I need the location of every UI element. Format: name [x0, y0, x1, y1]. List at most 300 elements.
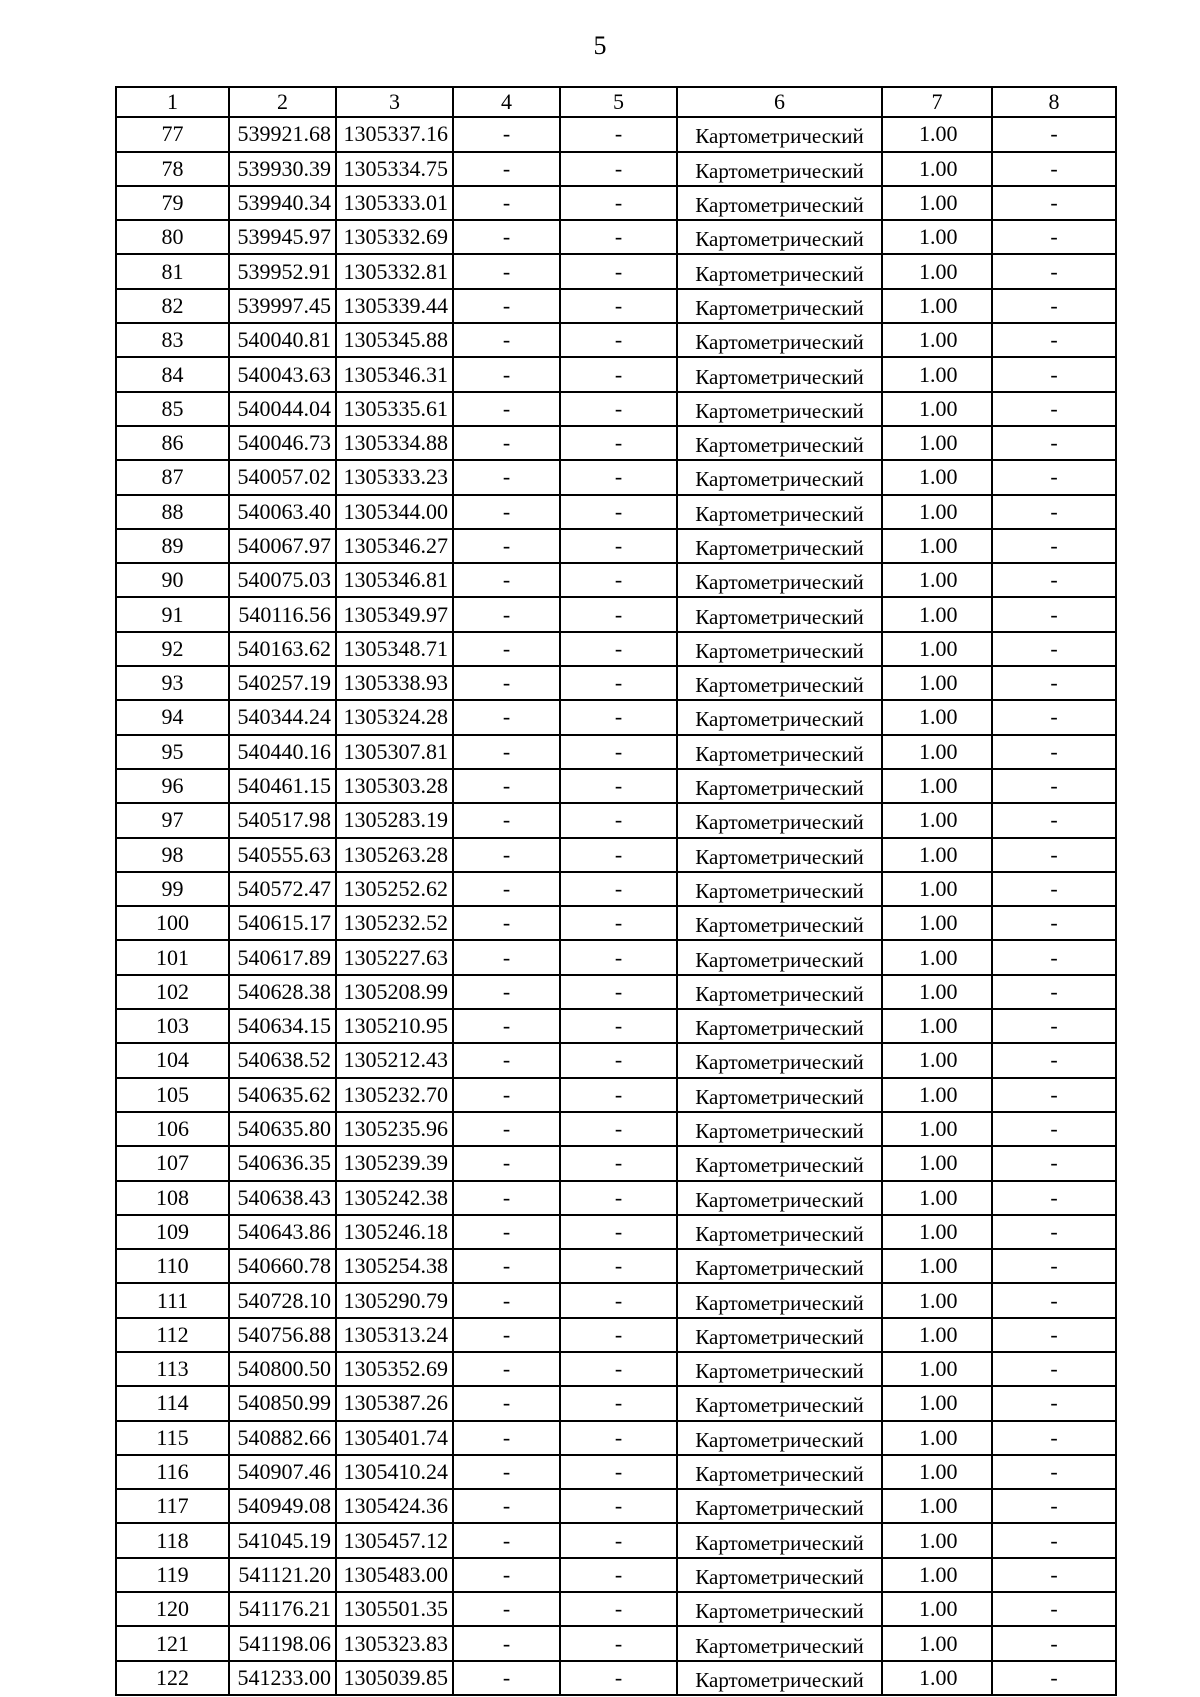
column-8-cell: -	[992, 1523, 1116, 1557]
column-5-cell: -	[560, 1489, 677, 1523]
x-coordinate-cell: 540800.50	[229, 1352, 336, 1386]
column-4-cell: -	[453, 700, 560, 734]
x-coordinate-cell: 540257.19	[229, 666, 336, 700]
x-coordinate-cell: 540638.43	[229, 1181, 336, 1215]
column-8-cell: -	[992, 1626, 1116, 1660]
y-coordinate-cell: 1305210.95	[336, 1009, 453, 1043]
column-5-cell: -	[560, 1592, 677, 1626]
method-cell: Картометрический	[677, 666, 882, 700]
column-4-cell: -	[453, 220, 560, 254]
method-cell: Картометрический	[677, 1489, 882, 1523]
accuracy-cell: 1.00	[882, 975, 992, 1009]
header-cell-1: 1	[116, 87, 229, 117]
point-number-cell: 101	[116, 940, 229, 974]
x-coordinate-cell: 540067.97	[229, 529, 336, 563]
y-coordinate-cell: 1305348.71	[336, 632, 453, 666]
column-8-cell: -	[992, 1558, 1116, 1592]
method-cell: Картометрический	[677, 254, 882, 288]
x-coordinate-cell: 540617.89	[229, 940, 336, 974]
accuracy-cell: 1.00	[882, 289, 992, 323]
column-4-cell: -	[453, 1181, 560, 1215]
column-5-cell: -	[560, 460, 677, 494]
table-row	[116, 1249, 1116, 1283]
method-cell: Картометрический	[677, 1249, 882, 1283]
point-number-cell: 93	[116, 666, 229, 700]
column-8-cell: -	[992, 495, 1116, 529]
point-number-cell: 81	[116, 254, 229, 288]
y-coordinate-cell: 1305252.62	[336, 872, 453, 906]
point-number-cell: 88	[116, 495, 229, 529]
y-coordinate-cell: 1305333.01	[336, 186, 453, 220]
column-4-cell: -	[453, 1455, 560, 1489]
column-5-cell: -	[560, 357, 677, 391]
y-coordinate-cell: 1305344.00	[336, 495, 453, 529]
table-row	[116, 426, 1116, 460]
y-coordinate-cell: 1305457.12	[336, 1523, 453, 1557]
column-8-cell: -	[992, 906, 1116, 940]
x-coordinate-cell: 539921.68	[229, 117, 336, 151]
column-8-cell: -	[992, 1283, 1116, 1317]
accuracy-cell: 1.00	[882, 1215, 992, 1249]
y-coordinate-cell: 1305335.61	[336, 392, 453, 426]
method-cell: Картометрический	[677, 323, 882, 357]
accuracy-cell: 1.00	[882, 1421, 992, 1455]
table-row	[116, 700, 1116, 734]
header-row	[116, 87, 1116, 117]
table-row	[116, 1489, 1116, 1523]
column-5-cell: -	[560, 1181, 677, 1215]
column-5-cell: -	[560, 1352, 677, 1386]
table-row	[116, 1181, 1116, 1215]
header-cell-6: 6	[677, 87, 882, 117]
accuracy-cell: 1.00	[882, 666, 992, 700]
x-coordinate-cell: 540572.47	[229, 872, 336, 906]
coordinates-table	[115, 86, 1117, 1696]
y-coordinate-cell: 1305239.39	[336, 1146, 453, 1180]
table-row	[116, 975, 1116, 1009]
accuracy-cell: 1.00	[882, 872, 992, 906]
column-8-cell: -	[992, 289, 1116, 323]
x-coordinate-cell: 540116.56	[229, 597, 336, 631]
x-coordinate-cell: 540628.38	[229, 975, 336, 1009]
point-number-cell: 106	[116, 1112, 229, 1146]
column-5-cell: -	[560, 529, 677, 563]
accuracy-cell: 1.00	[882, 117, 992, 151]
column-8-cell: -	[992, 1043, 1116, 1077]
y-coordinate-cell: 1305332.81	[336, 254, 453, 288]
accuracy-cell: 1.00	[882, 1283, 992, 1317]
table-row	[116, 1215, 1116, 1249]
point-number-cell: 84	[116, 357, 229, 391]
column-8-cell: -	[992, 1455, 1116, 1489]
column-8-cell: -	[992, 1318, 1116, 1352]
x-coordinate-cell: 540043.63	[229, 357, 336, 391]
column-5-cell: -	[560, 1078, 677, 1112]
column-8-cell: -	[992, 1661, 1116, 1695]
accuracy-cell: 1.00	[882, 906, 992, 940]
column-8-cell: -	[992, 1215, 1116, 1249]
accuracy-cell: 1.00	[882, 632, 992, 666]
x-coordinate-cell: 541198.06	[229, 1626, 336, 1660]
column-5-cell: -	[560, 735, 677, 769]
column-4-cell: -	[453, 1386, 560, 1420]
accuracy-cell: 1.00	[882, 838, 992, 872]
method-cell: Картометрический	[677, 872, 882, 906]
method-cell: Картометрический	[677, 838, 882, 872]
header-cell-4: 4	[453, 87, 560, 117]
accuracy-cell: 1.00	[882, 357, 992, 391]
accuracy-cell: 1.00	[882, 1523, 992, 1557]
table-row	[116, 495, 1116, 529]
method-cell: Картометрический	[677, 186, 882, 220]
table-row	[116, 1626, 1116, 1660]
column-8-cell: -	[992, 838, 1116, 872]
method-cell: Картометрический	[677, 117, 882, 151]
point-number-cell: 83	[116, 323, 229, 357]
point-number-cell: 113	[116, 1352, 229, 1386]
column-8-cell: -	[992, 1112, 1116, 1146]
method-cell: Картометрический	[677, 1318, 882, 1352]
point-number-cell: 99	[116, 872, 229, 906]
method-cell: Картометрический	[677, 769, 882, 803]
accuracy-cell: 1.00	[882, 803, 992, 837]
accuracy-cell: 1.00	[882, 254, 992, 288]
accuracy-cell: 1.00	[882, 392, 992, 426]
method-cell: Картометрический	[677, 460, 882, 494]
x-coordinate-cell: 540635.62	[229, 1078, 336, 1112]
accuracy-cell: 1.00	[882, 1009, 992, 1043]
column-4-cell: -	[453, 392, 560, 426]
accuracy-cell: 1.00	[882, 460, 992, 494]
column-4-cell: -	[453, 1489, 560, 1523]
x-coordinate-cell: 540728.10	[229, 1283, 336, 1317]
x-coordinate-cell: 540517.98	[229, 803, 336, 837]
method-cell: Картометрический	[677, 220, 882, 254]
method-cell: Картометрический	[677, 1215, 882, 1249]
y-coordinate-cell: 1305334.88	[336, 426, 453, 460]
column-8-cell: -	[992, 735, 1116, 769]
method-cell: Картометрический	[677, 289, 882, 323]
x-coordinate-cell: 540615.17	[229, 906, 336, 940]
y-coordinate-cell: 1305387.26	[336, 1386, 453, 1420]
column-5-cell: -	[560, 769, 677, 803]
column-8-cell: -	[992, 1146, 1116, 1180]
x-coordinate-cell: 540636.35	[229, 1146, 336, 1180]
x-coordinate-cell: 540040.81	[229, 323, 336, 357]
y-coordinate-cell: 1305307.81	[336, 735, 453, 769]
point-number-cell: 90	[116, 563, 229, 597]
column-5-cell: -	[560, 426, 677, 460]
y-coordinate-cell: 1305235.96	[336, 1112, 453, 1146]
table-row	[116, 1009, 1116, 1043]
column-8-cell: -	[992, 1009, 1116, 1043]
accuracy-cell: 1.00	[882, 1489, 992, 1523]
point-number-cell: 102	[116, 975, 229, 1009]
table-row	[116, 254, 1116, 288]
y-coordinate-cell: 1305323.83	[336, 1626, 453, 1660]
accuracy-cell: 1.00	[882, 563, 992, 597]
column-4-cell: -	[453, 117, 560, 151]
column-4-cell: -	[453, 735, 560, 769]
column-5-cell: -	[560, 1421, 677, 1455]
header-cell-2: 2	[229, 87, 336, 117]
y-coordinate-cell: 1305208.99	[336, 975, 453, 1009]
y-coordinate-cell: 1305212.43	[336, 1043, 453, 1077]
column-5-cell: -	[560, 392, 677, 426]
column-8-cell: -	[992, 426, 1116, 460]
y-coordinate-cell: 1305346.31	[336, 357, 453, 391]
column-4-cell: -	[453, 426, 560, 460]
column-5-cell: -	[560, 1523, 677, 1557]
column-5-cell: -	[560, 803, 677, 837]
column-4-cell: -	[453, 1043, 560, 1077]
accuracy-cell: 1.00	[882, 1043, 992, 1077]
column-5-cell: -	[560, 597, 677, 631]
table-row	[116, 940, 1116, 974]
method-cell: Картометрический	[677, 1386, 882, 1420]
y-coordinate-cell: 1305401.74	[336, 1421, 453, 1455]
column-4-cell: -	[453, 906, 560, 940]
x-coordinate-cell: 541233.00	[229, 1661, 336, 1695]
column-8-cell: -	[992, 186, 1116, 220]
point-number-cell: 87	[116, 460, 229, 494]
y-coordinate-cell: 1305246.18	[336, 1215, 453, 1249]
column-8-cell: -	[992, 1249, 1116, 1283]
method-cell: Картометрический	[677, 392, 882, 426]
method-cell: Картометрический	[677, 152, 882, 186]
accuracy-cell: 1.00	[882, 1146, 992, 1180]
y-coordinate-cell: 1305483.00	[336, 1558, 453, 1592]
y-coordinate-cell: 1305263.28	[336, 838, 453, 872]
column-5-cell: -	[560, 563, 677, 597]
column-5-cell: -	[560, 152, 677, 186]
method-cell: Картометрический	[677, 1558, 882, 1592]
column-5-cell: -	[560, 1215, 677, 1249]
accuracy-cell: 1.00	[882, 1352, 992, 1386]
column-4-cell: -	[453, 563, 560, 597]
x-coordinate-cell: 539940.34	[229, 186, 336, 220]
header-cell-3: 3	[336, 87, 453, 117]
y-coordinate-cell: 1305332.69	[336, 220, 453, 254]
column-8-cell: -	[992, 940, 1116, 974]
y-coordinate-cell: 1305338.93	[336, 666, 453, 700]
x-coordinate-cell: 539930.39	[229, 152, 336, 186]
column-8-cell: -	[992, 803, 1116, 837]
method-cell: Картометрический	[677, 1661, 882, 1695]
method-cell: Картометрический	[677, 1592, 882, 1626]
column-5-cell: -	[560, 1249, 677, 1283]
x-coordinate-cell: 539945.97	[229, 220, 336, 254]
method-cell: Картометрический	[677, 1455, 882, 1489]
point-number-cell: 91	[116, 597, 229, 631]
method-cell: Картометрический	[677, 1181, 882, 1215]
table-row	[116, 357, 1116, 391]
method-cell: Картометрический	[677, 632, 882, 666]
accuracy-cell: 1.00	[882, 426, 992, 460]
column-8-cell: -	[992, 254, 1116, 288]
table-row	[116, 1421, 1116, 1455]
column-4-cell: -	[453, 1626, 560, 1660]
point-number-cell: 116	[116, 1455, 229, 1489]
table-row	[116, 152, 1116, 186]
y-coordinate-cell: 1305039.85	[336, 1661, 453, 1695]
column-4-cell: -	[453, 460, 560, 494]
x-coordinate-cell: 541121.20	[229, 1558, 336, 1592]
column-8-cell: -	[992, 666, 1116, 700]
point-number-cell: 115	[116, 1421, 229, 1455]
column-4-cell: -	[453, 838, 560, 872]
accuracy-cell: 1.00	[882, 1626, 992, 1660]
accuracy-cell: 1.00	[882, 1661, 992, 1695]
accuracy-cell: 1.00	[882, 1318, 992, 1352]
accuracy-cell: 1.00	[882, 700, 992, 734]
method-cell: Картометрический	[677, 1043, 882, 1077]
column-8-cell: -	[992, 1592, 1116, 1626]
column-8-cell: -	[992, 700, 1116, 734]
method-cell: Картометрический	[677, 1626, 882, 1660]
column-5-cell: -	[560, 1558, 677, 1592]
x-coordinate-cell: 541045.19	[229, 1523, 336, 1557]
accuracy-cell: 1.00	[882, 152, 992, 186]
point-number-cell: 86	[116, 426, 229, 460]
point-number-cell: 120	[116, 1592, 229, 1626]
accuracy-cell: 1.00	[882, 1386, 992, 1420]
column-8-cell: -	[992, 872, 1116, 906]
method-cell: Картометрический	[677, 597, 882, 631]
x-coordinate-cell: 540907.46	[229, 1455, 336, 1489]
method-cell: Картометрический	[677, 803, 882, 837]
point-number-cell: 85	[116, 392, 229, 426]
column-8-cell: -	[992, 1386, 1116, 1420]
table-row	[116, 563, 1116, 597]
accuracy-cell: 1.00	[882, 1112, 992, 1146]
x-coordinate-cell: 540643.86	[229, 1215, 336, 1249]
column-4-cell: -	[453, 666, 560, 700]
column-8-cell: -	[992, 529, 1116, 563]
x-coordinate-cell: 541176.21	[229, 1592, 336, 1626]
point-number-cell: 96	[116, 769, 229, 803]
column-4-cell: -	[453, 769, 560, 803]
x-coordinate-cell: 540440.16	[229, 735, 336, 769]
y-coordinate-cell: 1305232.52	[336, 906, 453, 940]
column-4-cell: -	[453, 289, 560, 323]
column-8-cell: -	[992, 1181, 1116, 1215]
table-row	[116, 1558, 1116, 1592]
column-4-cell: -	[453, 323, 560, 357]
y-coordinate-cell: 1305349.97	[336, 597, 453, 631]
x-coordinate-cell: 540882.66	[229, 1421, 336, 1455]
method-cell: Картометрический	[677, 735, 882, 769]
header-cell-8: 8	[992, 87, 1116, 117]
x-coordinate-cell: 540555.63	[229, 838, 336, 872]
column-4-cell: -	[453, 597, 560, 631]
point-number-cell: 94	[116, 700, 229, 734]
column-5-cell: -	[560, 220, 677, 254]
column-4-cell: -	[453, 1009, 560, 1043]
column-5-cell: -	[560, 186, 677, 220]
column-5-cell: -	[560, 254, 677, 288]
column-4-cell: -	[453, 632, 560, 666]
column-5-cell: -	[560, 1043, 677, 1077]
column-4-cell: -	[453, 1592, 560, 1626]
y-coordinate-cell: 1305346.81	[336, 563, 453, 597]
point-number-cell: 78	[116, 152, 229, 186]
column-5-cell: -	[560, 940, 677, 974]
y-coordinate-cell: 1305334.75	[336, 152, 453, 186]
table-row	[116, 1455, 1116, 1489]
column-5-cell: -	[560, 838, 677, 872]
x-coordinate-cell: 540044.04	[229, 392, 336, 426]
column-8-cell: -	[992, 460, 1116, 494]
point-number-cell: 118	[116, 1523, 229, 1557]
point-number-cell: 77	[116, 117, 229, 151]
accuracy-cell: 1.00	[882, 1249, 992, 1283]
y-coordinate-cell: 1305346.27	[336, 529, 453, 563]
y-coordinate-cell: 1305424.36	[336, 1489, 453, 1523]
column-5-cell: -	[560, 117, 677, 151]
column-8-cell: -	[992, 220, 1116, 254]
column-5-cell: -	[560, 1626, 677, 1660]
table-row	[116, 838, 1116, 872]
accuracy-cell: 1.00	[882, 529, 992, 563]
y-coordinate-cell: 1305290.79	[336, 1283, 453, 1317]
column-8-cell: -	[992, 769, 1116, 803]
point-number-cell: 92	[116, 632, 229, 666]
column-4-cell: -	[453, 1523, 560, 1557]
column-8-cell: -	[992, 1352, 1116, 1386]
table-row	[116, 597, 1116, 631]
method-cell: Картометрический	[677, 1112, 882, 1146]
column-8-cell: -	[992, 1421, 1116, 1455]
table-row	[116, 872, 1116, 906]
y-coordinate-cell: 1305345.88	[336, 323, 453, 357]
x-coordinate-cell: 540075.03	[229, 563, 336, 597]
point-number-cell: 80	[116, 220, 229, 254]
table-row	[116, 632, 1116, 666]
column-5-cell: -	[560, 975, 677, 1009]
table-row	[116, 1318, 1116, 1352]
method-cell: Картометрический	[677, 1009, 882, 1043]
method-cell: Картометрический	[677, 1283, 882, 1317]
accuracy-cell: 1.00	[882, 1592, 992, 1626]
method-cell: Картометрический	[677, 975, 882, 1009]
y-coordinate-cell: 1305303.28	[336, 769, 453, 803]
column-4-cell: -	[453, 940, 560, 974]
point-number-cell: 122	[116, 1661, 229, 1695]
point-number-cell: 103	[116, 1009, 229, 1043]
table-row	[116, 392, 1116, 426]
column-5-cell: -	[560, 1386, 677, 1420]
y-coordinate-cell: 1305410.24	[336, 1455, 453, 1489]
point-number-cell: 109	[116, 1215, 229, 1249]
method-cell: Картометрический	[677, 1078, 882, 1112]
y-coordinate-cell: 1305501.35	[336, 1592, 453, 1626]
point-number-cell: 114	[116, 1386, 229, 1420]
method-cell: Картометрический	[677, 1421, 882, 1455]
column-4-cell: -	[453, 1112, 560, 1146]
accuracy-cell: 1.00	[882, 735, 992, 769]
column-4-cell: -	[453, 1146, 560, 1180]
y-coordinate-cell: 1305339.44	[336, 289, 453, 323]
point-number-cell: 98	[116, 838, 229, 872]
method-cell: Картометрический	[677, 529, 882, 563]
table-body	[116, 87, 1116, 1695]
x-coordinate-cell: 540949.08	[229, 1489, 336, 1523]
column-8-cell: -	[992, 1489, 1116, 1523]
point-number-cell: 89	[116, 529, 229, 563]
column-8-cell: -	[992, 632, 1116, 666]
table-row	[116, 289, 1116, 323]
